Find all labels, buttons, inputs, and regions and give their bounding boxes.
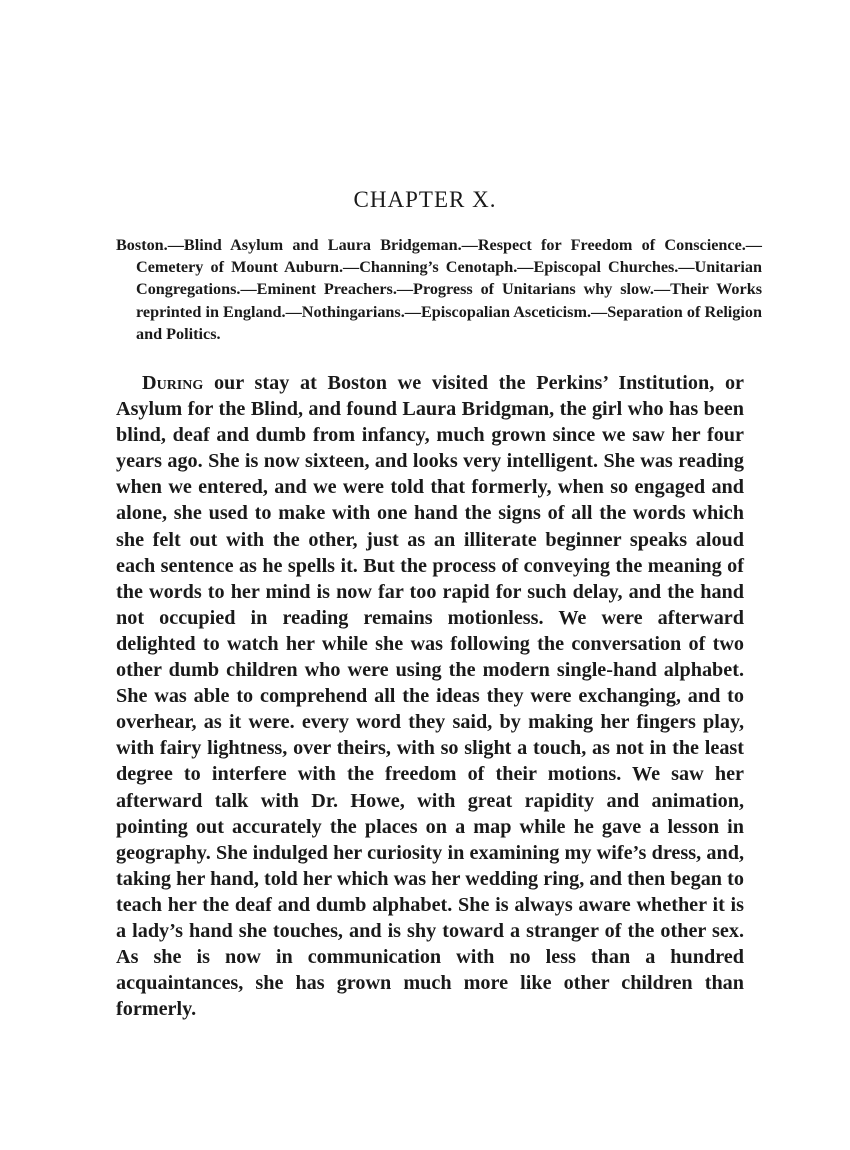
lead-word: During (142, 372, 204, 394)
body-paragraph (116, 370, 744, 1022)
chapter-synopsis: Boston.—Blind Asylum and Laura Bridgeman.—Respect for Freedom of Conscience.—Cemetery of Mount Auburn.—Channing’s Cenotaph.—Episcopal Churches.—Unitarian Congregations.—Eminent Preachers.—Progress of Unitarians why slow.—Their Works reprinted in England.—Nothingarians.—Episcopalian Asceticism.—Separation of Religion and Politics. (116, 236, 762, 343)
paragraph-text: our stay at Boston we visited the Perkins’ Institution, or Asylum for the Blind, and found Laura Bridgman, the girl who has been blind, deaf and dumb from infancy, much grown since we saw her four years ago. She is now sixteen, and looks very intelligent. She was reading when we entered, and we were told that formerly, when so engaged and alone, she used to make with one hand the signs of all the words which she felt out with the other, just as an illiterate beginner speaks aloud each sentence as he spells it. But the process of conveying the meaning of the words to her mind is now far too rapid for such delay, and the hand not occupied in reading remains motionless. We were afterward delighted to watch her while she was following the conversation of two other dumb children who were using the modern single-hand alphabet. She was able to comprehend all the ideas they were exchanging, and to overhear, as it were. every word they said, by making her fingers play, with fairy lightness, over theirs, with so slight a touch, as not in the least degree to interfere with the freedom of their motions. We saw her afterward talk with Dr. Howe, with great rapidity and animation, pointing out accurately the places on a map while he gave a lesson in geography. She indulged her curiosity in examining my wife’s dress, and, taking her hand, told her which was her wedding ring, and then began to teach her the deaf and dumb alphabet. She is always aware whether it is a lady’s hand she touches, and is shy toward a stranger of the other sex. As she is now in communication with no less than a hundred acquaintances, she has grown much more like other children than formerly. (116, 372, 744, 1021)
chapter-heading: CHAPTER X. (353, 187, 497, 212)
